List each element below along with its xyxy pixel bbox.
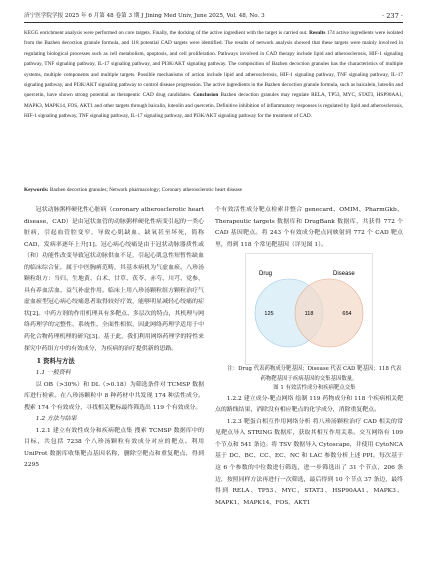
subsection-heading-1-2: 1.2 方法与结果 (35, 416, 77, 423)
venn-label-disease: Disease (333, 271, 355, 278)
general-data-paragraph: 以 OB（>30%）和 DL（>0.18）为筛选条件对 TCMSP 数据库进行检索。在八珍汤颗粒中 8 种药材中共发现 174 种活性成分。搜索 174 个有效成分，寻找相关靶标最终筛选出 119 个有效成分。 (24, 381, 204, 411)
venn-value-drug-only: 125 (264, 311, 274, 318)
venn-figure (215, 253, 403, 365)
target-collection-paragraph: 1.2.1 建立有效性成分和疾病靶点集 搜索 TCMSP 数据库中的目标，共包括 7238 个八珍汤颗粒有效成分对应的靶点。利用 UniProt 数据库收集靶点基因名称，删除空靶点和重复靶点，得到 2295 (24, 427, 204, 469)
subsection-heading-1-1: 1.1 一般资料 (35, 370, 71, 377)
right-column (215, 205, 403, 509)
venn-diagram (245, 253, 373, 365)
keywords-line (24, 185, 403, 195)
target-mapping-paragraph: 个有效活性成分靶点检索并整合 genecard、OMIM、PharmGkb、Therapeutic targets 数据库和 DrugBank 数据库，共获得 772 个 CAD 基因靶点。将 243 个有效成分靶点同映射到 772 个 CAD 靶点里，得到 118 个常见靶基因（详见图 1）。 (215, 207, 403, 248)
figure-note: 注：Drug 代表药物成分靶基因；Disease 代表 CAD 靶基因；118 代表药物靶基因于疾病基因的交集基因数量。 (227, 366, 402, 382)
ppi-network-paragraph: 1.2.3 靶蛋白相互作用网络分析 将八珍汤颗粒治疗 CAD 相关的常见靶点导入 STRING 数据库，获取其相互作用关系。交互网络有 109 个节点和 541 条边。将 TSV 数据导入 Cytoscape，并使用 CytoNCA 基于 DC、BC、CC、EC、NC 和 LAC 参数分析上述 PPI。每次基于这 6 个参数的中位数进行筛选，进一步筛选出了 31 个节点，206 条边，按照同样方法再进行一次筛选，最后得到 10 个节点 37 条边，最终得到 RELA、TP53、MYC、STAT3、HSP90AA1、MAPK3、MAPK1、MAPK14、FOS、AKT1 (215, 418, 403, 506)
running-header (24, 10, 403, 23)
abstract-methods-end: carried out. (283, 30, 308, 36)
venn-value-disease-only: 654 (342, 311, 352, 318)
venn-value-intersection: 118 (304, 311, 314, 318)
left-column (24, 205, 204, 472)
keywords-label: Keywords: (24, 187, 49, 193)
journal-citation: 济宁医学院学报 2025 年 6 月第 48 卷第 3 期 J Jining Med Univ, June 2025, Vol. 48, No. 3 (24, 13, 265, 19)
english-abstract (24, 28, 403, 122)
page-number: · 237 · (382, 12, 403, 20)
section-heading-1: 1 资料与方法 (36, 358, 75, 366)
venn-label-drug: Drug (259, 271, 273, 278)
conclusion-label: Conclusion (193, 92, 219, 99)
component-target-network-paragraph: 1.2.2 建立成分-靶点网络 绘制 119 药物成分和 118 个疾病相关靶点的路线结果，消除没有相应靶点的化学成分，消除重复靶点。 (215, 395, 403, 414)
results-label: Results (309, 30, 326, 36)
abstract-methods-tail: KEGG enrichment analysis were performed on core targets. Finally, the docking of the active ingredient with the target is (24, 30, 283, 36)
intro-paragraph: 冠状动脉粥样硬化性心脏病（coronary atherosclerotic heart disease，CAD）是由冠状血管的动脉粥样硬化性病变引起的一类心脏病，引起血管腔变窄，导致心肌缺血、缺氧甚至坏死，简称 CAD，发病率逐年上升[1]。冠心病心绞痛是由于冠状动脉器质性或（和）功能性改变导致冠状动脉供血不足，引起心肌急性短暂性缺血的临床综合征，属于中医胸痹范畴，其基本病机为气虚血瘀。八珍汤颗粒组方：当归、生地黄、白术、甘草、茯苓、赤芍、川芎、党参，具有养血活血、益气补虚作用。临床上用八珍汤颗粒组方颗粒治疗气虚血瘀型冠心病心绞痛患者取得较好疗效，能够明显减轻心绞痛的症状[2]。中药方剂的作用机理具有多靶点、多层次的特点，其机理与网络药理学的完整性、系统性、全面性相似，因此网络药理学适用于中药化合物药理机理的研究[3]。基于此，我们利用网络药理学的特性来探究中药组方中的有效成分，为疾病的治疗提供新的思路。 (24, 207, 204, 352)
conclusion-text: Bazhen decoction granules may regulate RELA, TP53, MYC, STAT3, HSP90AA1, MAPK3, MAPK14, FOS, AKT1 and other targets through baicalin, luteolin and quercetin. Definitive inhibition of inflammatory responses is regulated by lipid and atherosclerosis, HIF-1 signaling pathway, TNF signaling pathway, IL-17 signaling pathway, and PI3K/AKT signaling pathway for the treatment of CAD. (24, 92, 404, 120)
figure-title: 图 1 有效活性成分和疾病靶点交集 (273, 385, 356, 392)
results-text: 174 active ingredients were isolated from the Bazhen decoction granule formula, and 118 potential CAD targets were identified. The results of network analysis showed that these targets were mainly involved in regulating biological processes such as cell metabolism, apoptosis, and cell proliferation. Pathways involved in CAD therapy include lipid and atherosclerosis, HIF-1 signaling pathway, TNF signaling pathway, IL-17 signaling pathway, and PI3K/AKT signaling pathway. The composition of Bazhen decoction granules has the characteristics of multiple systems, multiple components and multiple targets. Possible mechanisms of action include lipid and atherosclerosis, HIF-1 signaling pathway, TNF signaling pathway, IL-17 signaling pathway, and PI3K/AKT signaling pathway to control disease progression. The active ingredients in the Bazhen decoction granule formula, such as baicalein, luteolin and quercetin, have shown strong potential as therapeutic CAD drug candidates. (24, 30, 404, 99)
keywords-text: Bazhen decoction granules; Network pharmacology; Coronary atherosclerotic heart disease (49, 187, 242, 193)
